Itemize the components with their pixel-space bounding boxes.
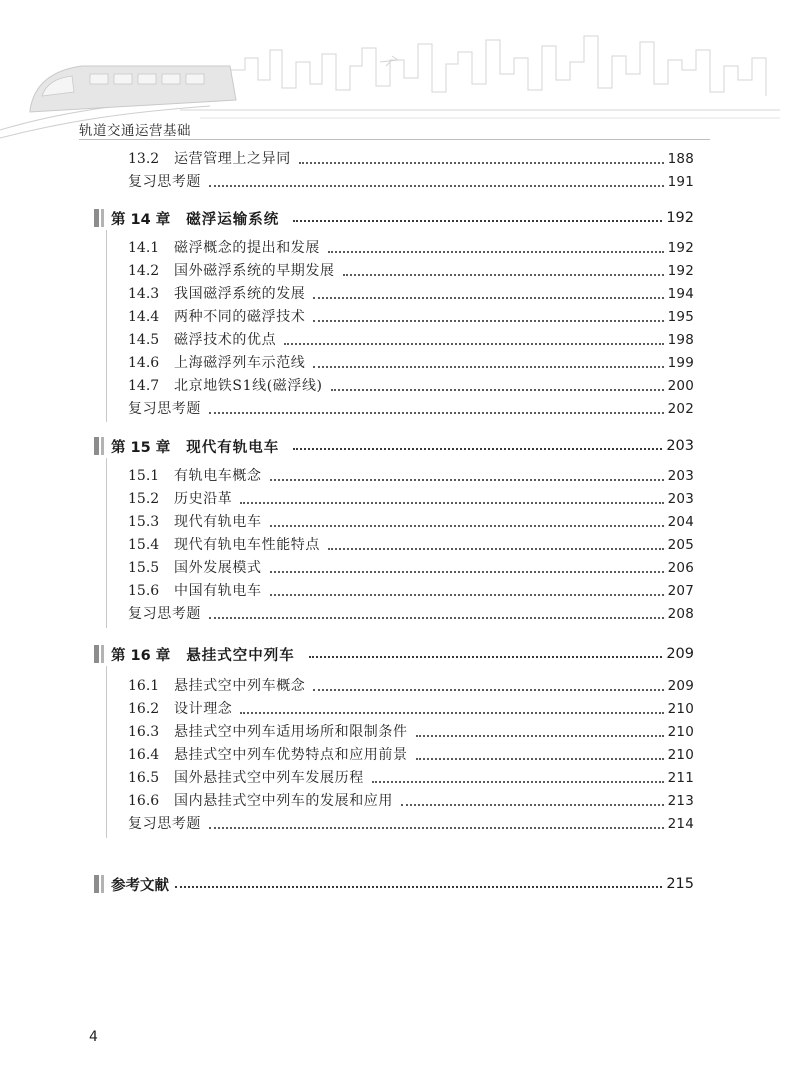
dot-leader bbox=[416, 757, 664, 760]
page-number-ref: 192 bbox=[667, 240, 694, 256]
toc-entry[interactable] bbox=[128, 700, 694, 718]
section-title: 两种不同的磁浮技术 bbox=[174, 309, 306, 325]
references-title: 参考文献 bbox=[111, 877, 169, 894]
section-number: 15.3 bbox=[128, 514, 160, 530]
review-title: 复习思考题 bbox=[128, 816, 201, 832]
toc-entry[interactable] bbox=[128, 239, 694, 257]
chapter-label: 第 16 章 bbox=[111, 647, 171, 664]
section-number: 15.1 bbox=[128, 468, 160, 484]
page-number-ref: 209 bbox=[666, 646, 694, 662]
section-number: 15.6 bbox=[128, 583, 160, 599]
dot-leader bbox=[313, 365, 663, 368]
dot-leader bbox=[416, 734, 664, 737]
dot-leader bbox=[331, 388, 664, 391]
dot-leader bbox=[309, 655, 663, 658]
toc-entry[interactable] bbox=[128, 559, 694, 577]
chapter-marker-icon bbox=[94, 436, 105, 456]
page-number-ref: 192 bbox=[667, 263, 694, 279]
chapter-heading[interactable] bbox=[94, 208, 694, 228]
page-number-ref: 188 bbox=[667, 151, 694, 167]
page-number-ref: 195 bbox=[667, 309, 694, 325]
section-number: 16.3 bbox=[128, 724, 160, 740]
page-number-ref: 199 bbox=[667, 355, 694, 371]
section-title: 悬挂式空中列车概念 bbox=[174, 678, 306, 694]
page-number-ref: 200 bbox=[667, 378, 694, 394]
dot-leader bbox=[270, 524, 664, 527]
chapter-marker-icon bbox=[94, 874, 105, 894]
dot-leader bbox=[293, 447, 662, 450]
section-number: 15.4 bbox=[128, 537, 160, 553]
section-title: 国外发展模式 bbox=[174, 560, 262, 576]
section-title: 有轨电车概念 bbox=[174, 468, 262, 484]
section-title: 磁浮概念的提出和发展 bbox=[174, 240, 320, 256]
toc-review-entry[interactable] bbox=[128, 173, 694, 191]
section-title: 现代有轨电车 bbox=[174, 514, 262, 530]
review-title: 复习思考题 bbox=[128, 401, 201, 417]
dot-leader bbox=[293, 219, 662, 222]
section-number: 14.2 bbox=[128, 263, 160, 279]
toc-review-entry[interactable] bbox=[128, 400, 694, 418]
section-title: 国内悬挂式空中列车的发展和应用 bbox=[174, 793, 393, 809]
dot-leader bbox=[240, 711, 663, 714]
toc-review-entry[interactable] bbox=[128, 605, 694, 623]
page-number-ref: 210 bbox=[667, 724, 694, 740]
page-number-ref: 215 bbox=[666, 876, 694, 892]
chapter-side-line bbox=[106, 666, 107, 838]
review-title: 复习思考题 bbox=[128, 606, 201, 622]
section-number: 14.5 bbox=[128, 332, 160, 348]
toc-entry[interactable] bbox=[128, 331, 694, 349]
page-number-ref: 206 bbox=[667, 560, 694, 576]
chapter-side-line bbox=[106, 458, 107, 628]
page-number-ref: 203 bbox=[667, 468, 694, 484]
dot-leader bbox=[209, 616, 664, 619]
dot-leader bbox=[328, 547, 664, 550]
dot-leader bbox=[270, 478, 664, 481]
section-title: 磁浮技术的优点 bbox=[174, 332, 277, 348]
section-number: 13.2 bbox=[128, 151, 160, 167]
references-heading[interactable] bbox=[94, 874, 694, 894]
dot-leader bbox=[343, 273, 664, 276]
chapter-title: 现代有轨电车 bbox=[186, 439, 280, 456]
section-number: 14.3 bbox=[128, 286, 160, 302]
toc-entry[interactable] bbox=[128, 262, 694, 280]
dot-leader bbox=[240, 501, 663, 504]
section-number: 14.4 bbox=[128, 309, 160, 325]
dot-leader bbox=[175, 885, 662, 888]
dot-leader bbox=[209, 411, 664, 414]
toc-review-entry[interactable] bbox=[128, 815, 694, 833]
running-header-book-title: 轨道交通运营基础 bbox=[79, 123, 191, 139]
page-number-ref: 198 bbox=[667, 332, 694, 348]
toc-entry[interactable] bbox=[128, 150, 694, 168]
page-number-ref: 203 bbox=[666, 438, 694, 454]
chapter-label: 第 15 章 bbox=[111, 439, 171, 456]
dot-leader bbox=[209, 184, 664, 187]
page-number-ref: 191 bbox=[667, 174, 694, 190]
section-title: 历史沿革 bbox=[174, 491, 233, 507]
toc-entry[interactable] bbox=[128, 723, 694, 741]
page-number-ref: 202 bbox=[667, 401, 694, 417]
chapter-marker-icon bbox=[94, 208, 105, 228]
section-number: 15.2 bbox=[128, 491, 160, 507]
section-number: 16.2 bbox=[128, 701, 160, 717]
review-title: 复习思考题 bbox=[128, 174, 201, 190]
page-number-ref: 210 bbox=[667, 701, 694, 717]
chapter-label: 第 14 章 bbox=[111, 211, 171, 228]
section-number: 15.5 bbox=[128, 560, 160, 576]
section-number: 16.1 bbox=[128, 678, 160, 694]
section-number: 16.4 bbox=[128, 747, 160, 763]
section-title: 现代有轨电车性能特点 bbox=[174, 537, 320, 553]
dot-leader bbox=[270, 593, 664, 596]
toc-entry[interactable] bbox=[128, 308, 694, 326]
page-number-ref: 204 bbox=[667, 514, 694, 530]
chapter-heading[interactable] bbox=[94, 644, 694, 664]
dot-leader bbox=[299, 161, 664, 164]
section-title: 悬挂式空中列车适用场所和限制条件 bbox=[174, 724, 408, 740]
chapter-side-line bbox=[106, 230, 107, 422]
dot-leader bbox=[313, 296, 663, 299]
toc-entry[interactable] bbox=[128, 536, 694, 554]
section-title: 国外悬挂式空中列车发展历程 bbox=[174, 770, 364, 786]
page-number: 4 bbox=[89, 1029, 98, 1045]
dot-leader bbox=[284, 342, 663, 345]
section-title: 北京地铁S1线(磁浮线) bbox=[174, 378, 323, 394]
toc-entry[interactable] bbox=[128, 769, 694, 787]
chapter-title: 磁浮运输系统 bbox=[186, 211, 280, 228]
chapter-title: 悬挂式空中列车 bbox=[186, 647, 295, 664]
chapter-marker-icon bbox=[94, 644, 105, 664]
section-number: 16.5 bbox=[128, 770, 160, 786]
section-number: 16.6 bbox=[128, 793, 160, 809]
toc-entry[interactable] bbox=[128, 582, 694, 600]
toc-entry[interactable] bbox=[128, 513, 694, 531]
page-number-ref: 210 bbox=[667, 747, 694, 763]
page-number-ref: 203 bbox=[667, 491, 694, 507]
toc-entry[interactable] bbox=[128, 792, 694, 810]
dot-leader bbox=[401, 803, 664, 806]
dot-leader bbox=[270, 570, 664, 573]
page-number-ref: 205 bbox=[667, 537, 694, 553]
page-number-ref: 192 bbox=[666, 210, 694, 226]
toc-entry[interactable] bbox=[128, 377, 694, 395]
chapter-heading[interactable] bbox=[94, 436, 694, 456]
dot-leader bbox=[372, 780, 664, 783]
page-number-ref: 207 bbox=[667, 583, 694, 599]
section-title: 我国磁浮系统的发展 bbox=[174, 286, 306, 302]
page-number-ref: 209 bbox=[667, 678, 694, 694]
dot-leader bbox=[313, 688, 663, 691]
toc-entry[interactable] bbox=[128, 746, 694, 764]
section-title: 国外磁浮系统的早期发展 bbox=[174, 263, 335, 279]
toc-entry[interactable] bbox=[128, 354, 694, 372]
toc-entry[interactable] bbox=[128, 490, 694, 508]
toc-entry[interactable] bbox=[128, 285, 694, 303]
section-title: 运营管理上之异同 bbox=[174, 151, 291, 167]
section-title: 上海磁浮列车示范线 bbox=[174, 355, 306, 371]
toc-entry[interactable] bbox=[128, 467, 694, 485]
section-number: 14.6 bbox=[128, 355, 160, 371]
section-title: 中国有轨电车 bbox=[174, 583, 262, 599]
toc-entry[interactable] bbox=[128, 677, 694, 695]
page-number-ref: 194 bbox=[667, 286, 694, 302]
section-number: 14.1 bbox=[128, 240, 160, 256]
page-number-ref: 211 bbox=[667, 770, 694, 786]
section-title: 设计理念 bbox=[174, 701, 233, 717]
page-number-ref: 214 bbox=[667, 816, 694, 832]
dot-leader bbox=[328, 250, 664, 253]
section-number: 14.7 bbox=[128, 378, 160, 394]
page-number-ref: 213 bbox=[667, 793, 694, 809]
dot-leader bbox=[313, 319, 663, 322]
page-number-ref: 208 bbox=[667, 606, 694, 622]
header-divider bbox=[79, 139, 710, 140]
dot-leader bbox=[209, 826, 664, 829]
section-title: 悬挂式空中列车优势特点和应用前景 bbox=[174, 747, 408, 763]
